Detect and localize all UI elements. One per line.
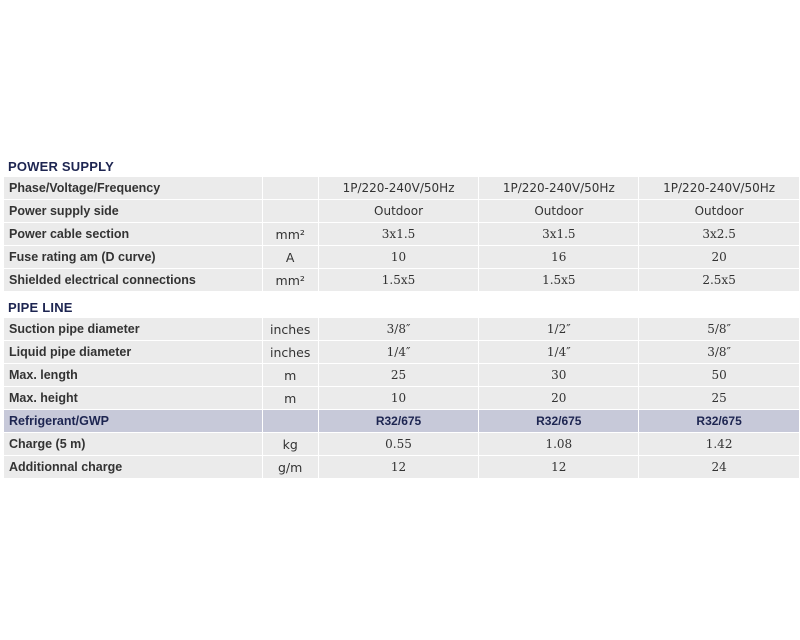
row-label: Shielded electrical connections — [4, 269, 262, 292]
row-unit — [263, 410, 318, 433]
pipe-line-title: PIPE LINE — [8, 300, 73, 315]
row-unit: g/m — [263, 456, 318, 479]
row-unit — [263, 177, 318, 200]
row-label: Max. height — [4, 387, 262, 410]
row-value: 16 — [479, 246, 638, 269]
table-row — [4, 433, 799, 456]
row-value: 12 — [319, 456, 479, 479]
row-value: 3/8″ — [319, 318, 479, 341]
row-value: 50 — [639, 364, 799, 387]
row-unit: mm² — [263, 269, 318, 292]
row-unit: inches — [263, 341, 318, 364]
row-label: Phase/Voltage/Frequency — [4, 177, 262, 200]
row-value: 25 — [639, 387, 799, 410]
row-unit: kg — [263, 433, 318, 456]
row-value: 1/2″ — [479, 318, 638, 341]
table-row — [4, 318, 799, 341]
row-value: R32/675 — [639, 410, 799, 433]
row-label: Additionnal charge — [4, 456, 262, 479]
row-value: 20 — [639, 246, 799, 269]
row-value: 5/8″ — [639, 318, 799, 341]
row-value: 1.42 — [639, 433, 799, 456]
row-value: 1P/220-240V/50Hz — [479, 177, 638, 200]
row-unit — [263, 200, 318, 223]
row-value: 1P/220-240V/50Hz — [639, 177, 799, 200]
row-value: 1.5x5 — [319, 269, 479, 292]
row-unit: m — [263, 387, 318, 410]
table-row — [4, 223, 799, 246]
row-unit: A — [263, 246, 318, 269]
row-label: Power cable section — [4, 223, 262, 246]
row-label: Fuse rating am (D curve) — [4, 246, 262, 269]
table-row — [4, 200, 799, 223]
row-label: Refrigerant/GWP — [4, 410, 262, 433]
row-label: Suction pipe diameter — [4, 318, 262, 341]
row-label: Charge (5 m) — [4, 433, 262, 456]
row-value: 25 — [319, 364, 479, 387]
table-row — [4, 387, 799, 410]
row-value: 0.55 — [319, 433, 479, 456]
row-value: 1.5x5 — [479, 269, 638, 292]
row-value: R32/675 — [479, 410, 638, 433]
row-value: Outdoor — [479, 200, 638, 223]
row-value: 10 — [319, 387, 479, 410]
table-row-highlighted — [4, 410, 799, 433]
row-value: R32/675 — [319, 410, 479, 433]
row-label: Liquid pipe diameter — [4, 341, 262, 364]
row-value: 12 — [479, 456, 638, 479]
row-value: 3x1.5 — [479, 223, 638, 246]
table-row — [4, 456, 799, 479]
row-value: 2.5x5 — [639, 269, 799, 292]
row-unit: inches — [263, 318, 318, 341]
table-row — [4, 246, 799, 269]
row-label: Max. length — [4, 364, 262, 387]
table-row — [4, 364, 799, 387]
table-row — [4, 177, 799, 200]
row-value: Outdoor — [639, 200, 799, 223]
row-label: Power supply side — [4, 200, 262, 223]
row-value: 3/8″ — [639, 341, 799, 364]
row-value: 1.08 — [479, 433, 638, 456]
row-unit: m — [263, 364, 318, 387]
row-value: Outdoor — [319, 200, 479, 223]
row-value: 24 — [639, 456, 799, 479]
pipe-line-table — [3, 318, 800, 479]
power-supply-title: POWER SUPPLY — [8, 159, 114, 174]
row-unit: mm² — [263, 223, 318, 246]
row-value: 1/4″ — [479, 341, 638, 364]
row-value: 3x2.5 — [639, 223, 799, 246]
row-value: 1P/220-240V/50Hz — [319, 177, 479, 200]
row-value: 10 — [319, 246, 479, 269]
table-row — [4, 269, 799, 292]
row-value: 20 — [479, 387, 638, 410]
row-value: 30 — [479, 364, 638, 387]
row-value: 1/4″ — [319, 341, 479, 364]
power-supply-table — [3, 177, 800, 292]
table-row — [4, 341, 799, 364]
row-value: 3x1.5 — [319, 223, 479, 246]
